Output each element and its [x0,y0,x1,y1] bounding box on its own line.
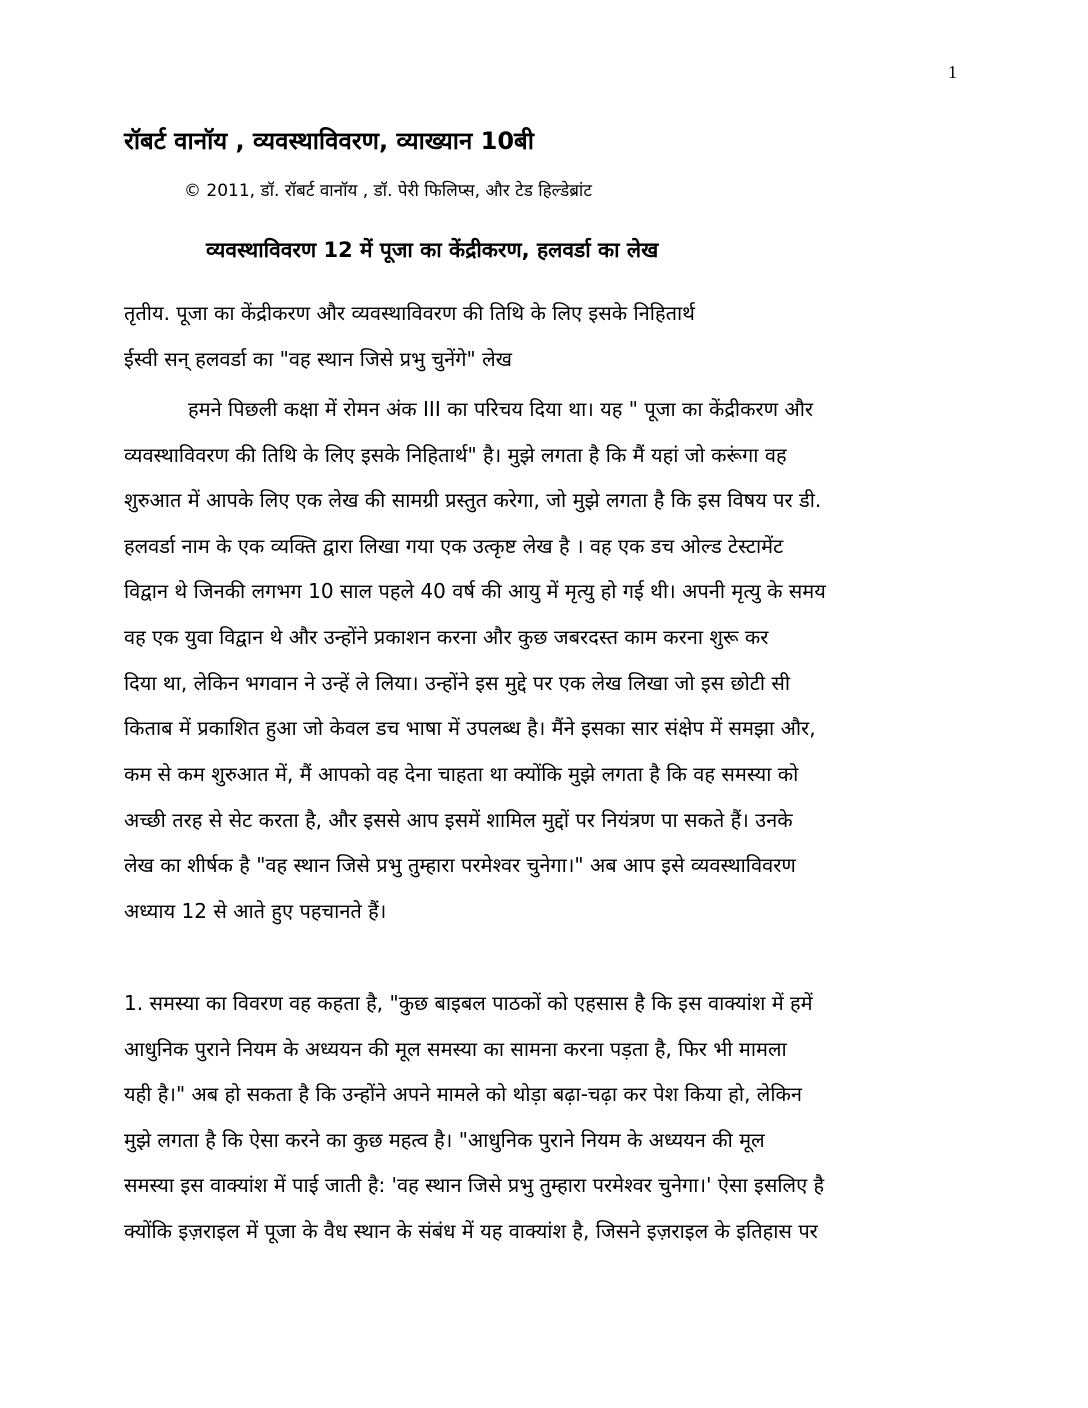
paragraph-line: कम से कम शुरुआत में, मैं आपको वह देना चाहता था क्योंकि मुझे लगता है कि वह समस्या को [124,762,799,786]
paragraph-line: क्योंकि इज़राइल में पूजा के वैध स्थान के संबंध में यह वाक्यांश है, जिसने इज़राइल के इतिहास पर [124,1219,818,1243]
roman-three-heading: तृतीय. पूजा का केंद्रीकरण और व्यवस्थाविवरण की तिथि के लिए इसके निहितार्थ [124,301,695,325]
copyright-line: © 2011, डॉ. रॉबर्ट वानॉय , डॉ. पेरी फिलिप्स, और टेड हिल्डेब्रांट [184,181,592,201]
paragraph-line: दिया था, लेकिन भगवान ने उन्हें ले लिया। उन्होंने इस मुद्दे पर एक लेख लिखा जो इस छोटी सी [124,671,791,695]
paragraph-line: आधुनिक पुराने नियम के अध्ययन की मूल समस्या का सामना करना पड़ता है, फिर भी मामला [124,1037,787,1061]
paragraph-line: विद्वान थे जिनकी लगभग 10 साल पहले 40 वर्ष की आयु में मृत्यु हो गई थी। अपनी मृत्यु के समय [124,579,826,603]
paragraph-line: लेख का शीर्षक है "वह स्थान जिसे प्रभु तुम्हारा परमेश्वर चुनेगा।" अब आप इसे व्यवस्थाविवरण [124,853,796,877]
paragraph-line: समस्या इस वाक्यांश में पाई जाती है: 'वह स्थान जिसे प्रभु तुम्हारा परमेश्वर चुनेगा।' ऐसा इसलिए है [124,1173,825,1197]
paragraph-line: 1. समस्या का विवरण वह कहता है, "कुछ बाइबल पाठकों को एहसास है कि इस वाक्यांश में हमें [124,991,813,1015]
paragraph-line: किताब में प्रकाशित हुआ जो केवल डच भाषा में उपलब्ध है। मैंने इसका सार संक्षेप में समझा और, [124,716,816,740]
paragraph-line: यही है।" अब हो सकता है कि उन्होंने अपने मामले को थोड़ा बढ़ा-चढ़ा कर पेश किया हो, लेकिन [124,1082,803,1106]
paragraph-line: अध्याय 12 से आते हुए पहचानते हैं। [124,899,387,923]
page-number: 1 [948,62,957,82]
article-subheading: ईस्वी सन् हलवर्डा का "वह स्थान जिसे प्रभु चुनेंगे" लेख [124,347,512,371]
paragraph-line: मुझे लगता है कि ऐसा करने का कुछ महत्व है। "आधुनिक पुराने नियम के अध्ययन की मूल [124,1128,765,1152]
section-title: व्यवस्थाविवरण 12 में पूजा का केंद्रीकरण, हलवर्डा का लेख [206,238,659,262]
paragraph-line: हमने पिछली कक्षा में रोमन अंक III का परिचय दिया था। यह " पूजा का केंद्रीकरण और [188,397,814,421]
paragraph-line: हलवर्डा नाम के एक व्यक्ति द्वारा लिखा गया एक उत्कृष्ट लेख है । वह एक डच ओल्ड टेस्टामेंट [124,534,784,558]
paragraph-line: व्यवस्थाविवरण की तिथि के लिए इसके निहितार्थ" है। मुझे लगता है कि मैं यहां जो करूंगा वह [124,443,787,467]
paragraph-line: शुरुआत में आपके लिए एक लेख की सामग्री प्रस्तुत करेगा, जो मुझे लगता है कि इस विषय पर डी. [124,488,822,512]
paragraph-line: वह एक युवा विद्वान थे और उन्होंने प्रकाशन करना और कुछ जबरदस्त काम करना शुरू कर [124,625,769,649]
paragraph-line: अच्छी तरह से सेट करता है, और इससे आप इसमें शामिल मुद्दों पर नियंत्रण पा सकते हैं। उनके [124,808,793,832]
document-title: रॉबर्ट वानॉय , व्यवस्थाविवरण, व्याख्यान 10बी [124,127,534,155]
